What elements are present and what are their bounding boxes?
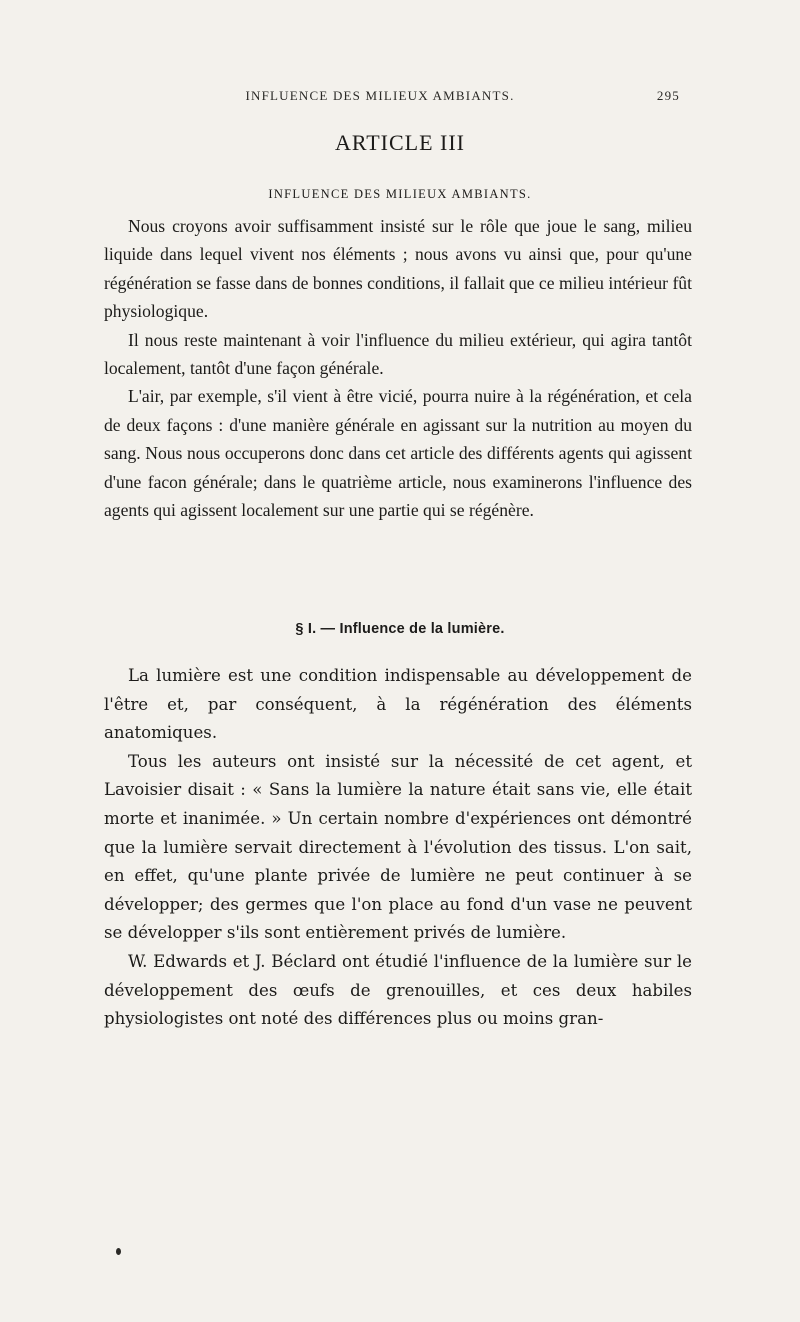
paragraph: Nous croyons avoir suffisamment insisté sur le rôle que joue le sang, milieu liquide dans lequel vivent nos éléments ; nous avons vu ainsi que, pour qu'une régénération se fasse dans de bonnes conditions, il fallait que ce milieu intérieur fût physiologique. xyxy=(104,216,692,322)
paragraph: Tous les auteurs ont insisté sur la nécessité de cet agent, et Lavoisier disait : « Sans la lumière la nature était sans vie, elle était morte et inanimée. » Un certain nombre d'expériences ont démontré que la lumière servait directement à l'évolution des tissus. L'on sait, en effet, qu'une plante privée de lumière ne peut continuer à se développer; des germes que l'on place au fond d'un vase ne peuvent se développer s'ils sont entièrement privés de lumière. xyxy=(104,751,692,943)
article-heading: ARTICLE III xyxy=(334,130,466,155)
ink-blot xyxy=(116,1248,121,1255)
paragraph: W. Edwards et J. Béclard ont étudié l'influence de la lumière sur le développement des œufs de grenouilles, et ces deux habiles physiologistes ont noté des différences plus ou moins gran- xyxy=(104,951,692,1029)
section-heading: § I. — Influence de la lumière. xyxy=(295,621,505,637)
running-title: INFLUENCE DES MILIEUX AMBIANTS. xyxy=(245,88,515,103)
running-head xyxy=(120,88,680,110)
article-subheading: INFLUENCE DES MILIEUX AMBIANTS. xyxy=(268,187,532,201)
paragraph: L'air, par exemple, s'il vient à être vicié, pourra nuire à la régénération, et cela de deux façons : d'une manière générale en agissant sur la nutrition au moyen du sang. Nous nous occuperons donc dans cet article des différents agents qui agissent d'une facon générale; dans le quatrième article, nous examinerons l'influence des agents qui agissent localement sur une partie qui se régénère. xyxy=(104,386,692,521)
page-number: 295 xyxy=(656,88,680,103)
paragraph: La lumière est une condition indispensable au développement de l'être et, par conséquent, à la régénération des éléments anatomiques. xyxy=(104,666,692,743)
intro-text xyxy=(104,212,692,524)
section-text xyxy=(104,662,692,1034)
paragraph: Il nous reste maintenant à voir l'influence du milieu extérieur, qui agira tantôt localement, tantôt d'une façon générale. xyxy=(104,329,692,379)
